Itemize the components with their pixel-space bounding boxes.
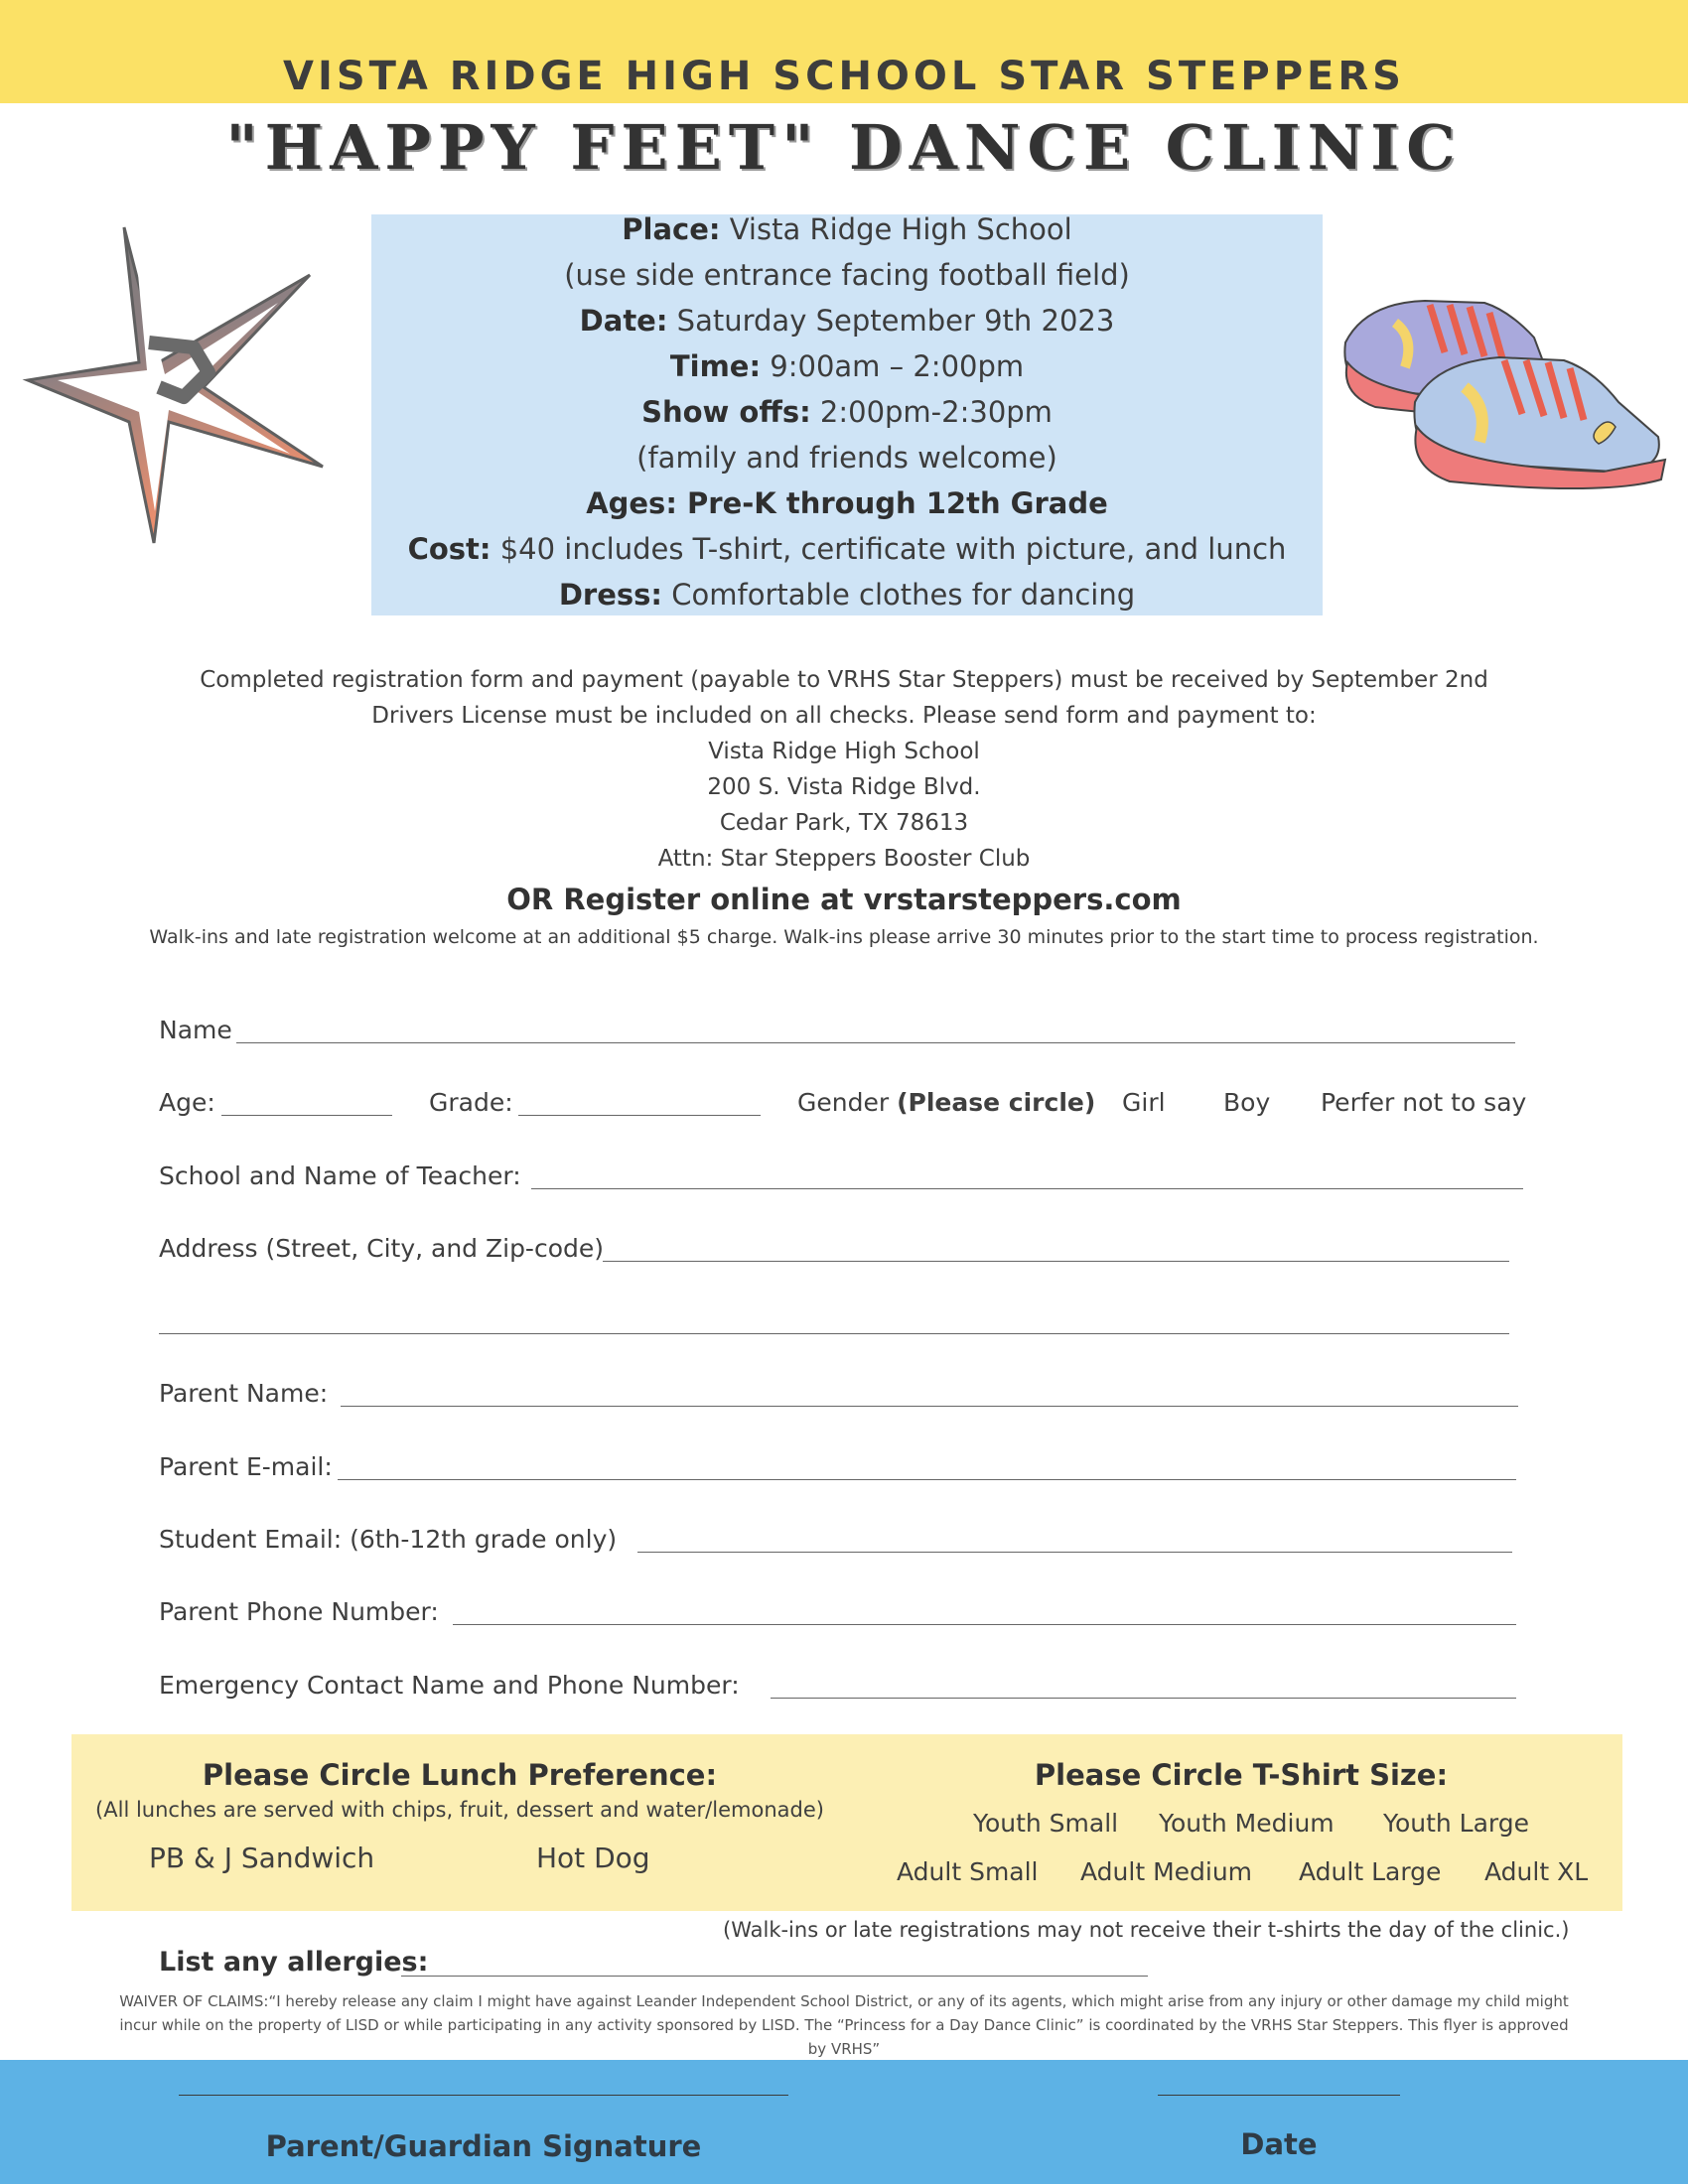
tshirt-youth-large[interactable]: Youth Large — [1383, 1809, 1530, 1838]
emergency-line[interactable] — [771, 1698, 1516, 1699]
star-logo-icon — [20, 223, 338, 551]
tshirt-adult-medium[interactable]: Adult Medium — [1080, 1857, 1253, 1886]
parent-email-line[interactable] — [338, 1479, 1516, 1480]
name-line[interactable] — [236, 1042, 1515, 1043]
age-line[interactable] — [221, 1115, 392, 1116]
instructions-line2: Drivers License must be included on all checks. Please send form and payment to: — [371, 703, 1317, 729]
school-title: VISTA RIDGE HIGH SCHOOL STAR STEPPERS — [283, 54, 1405, 99]
tshirt-adult-large[interactable]: Adult Large — [1299, 1857, 1442, 1886]
lunch-subtitle: (All lunches are served with chips, fruit, dessert and water/lemonade) — [95, 1798, 824, 1822]
school-teacher-line[interactable] — [531, 1188, 1523, 1189]
student-email-label: Student Email: (6th-12th grade only) — [159, 1525, 618, 1554]
parent-signature-label: Parent/Guardian Signature — [265, 2129, 702, 2163]
info-family: (family and friends welcome) — [636, 441, 1057, 475]
address-label: Address (Street, City, and Zip-code) — [159, 1234, 604, 1263]
student-email-line[interactable] — [637, 1552, 1512, 1553]
instructions-line1: Completed registration form and payment (payable to VRHS Star Steppers) must be received by September 2nd — [200, 667, 1488, 693]
lunch-title: Please Circle Lunch Preference: — [202, 1758, 718, 1792]
address-line4: Attn: Star Steppers Booster Club — [657, 846, 1031, 872]
date-line[interactable] — [1158, 2095, 1400, 2096]
tshirt-note: (Walk-ins or late registrations may not receive their t-shirts the day of the clinic.) — [723, 1918, 1570, 1942]
address-line2: 200 S. Vista Ridge Blvd. — [707, 774, 981, 800]
emergency-label: Emergency Contact Name and Phone Number: — [159, 1671, 740, 1700]
parent-email-label: Parent E-mail: — [159, 1452, 333, 1481]
lunch-hot-dog[interactable]: Hot Dog — [536, 1842, 650, 1874]
info-dress: Dress: Comfortable clothes for dancing — [558, 578, 1136, 612]
address-line3: Cedar Park, TX 78613 — [719, 810, 969, 836]
parent-name-line[interactable] — [341, 1406, 1518, 1407]
info-place: Place: Vista Ridge High School — [622, 212, 1072, 246]
school-teacher-label: School and Name of Teacher: — [159, 1161, 521, 1190]
grade-label: Grade: — [429, 1088, 513, 1117]
gender-boy[interactable]: Boy — [1223, 1088, 1271, 1117]
parent-name-label: Parent Name: — [159, 1379, 329, 1408]
address-line1: Vista Ridge High School — [708, 739, 980, 764]
info-ages: Ages: Pre-K through 12th Grade — [586, 486, 1108, 520]
gender-prefer-not[interactable]: Perfer not to say — [1321, 1088, 1527, 1117]
address-line[interactable] — [603, 1261, 1509, 1262]
age-label: Age: — [159, 1088, 215, 1117]
parent-phone-label: Parent Phone Number: — [159, 1597, 439, 1626]
tshirt-youth-medium[interactable]: Youth Medium — [1159, 1809, 1335, 1838]
parent-phone-line[interactable] — [453, 1624, 1516, 1625]
tshirt-adult-small[interactable]: Adult Small — [897, 1857, 1039, 1886]
register-online: OR Register online at vrstarsteppers.com — [506, 883, 1182, 916]
tshirt-youth-small[interactable]: Youth Small — [973, 1809, 1119, 1838]
waiver-text: WAIVER OF CLAIMS:“I hereby release any claim I might have against Leander Independent School District, or any of its agents, which might arise from any injury or other damage my child might incur while on the property of LISD or while participating in any activity sponsored by LISD. The “Princess for a Day Dance Clinic” is coordinated by the VRHS Star Steppers. This flyer is approved by VRHS” — [119, 1992, 1569, 2058]
info-time: Time: 9:00am – 2:00pm — [669, 349, 1025, 383]
tshirt-title: Please Circle T-Shirt Size: — [1034, 1758, 1449, 1792]
clinic-title: "HAPPY FEET" DANCE CLINIC — [225, 111, 1463, 184]
info-date: Date: Saturday September 9th 2023 — [579, 304, 1115, 338]
parent-signature-line[interactable] — [179, 2095, 788, 2096]
info-entrance: (use side entrance facing football field) — [564, 258, 1130, 292]
grade-line[interactable] — [518, 1115, 761, 1116]
date-label: Date — [1240, 2127, 1318, 2161]
info-cost: Cost: $40 includes T-shirt, certificate with picture, and lunch — [407, 532, 1287, 566]
gender-girl[interactable]: Girl — [1122, 1088, 1166, 1117]
name-label: Name — [159, 1016, 232, 1044]
allergies-line[interactable] — [401, 1976, 1148, 1977]
gender-label: Gender (Please circle) — [797, 1088, 1096, 1117]
tshirt-adult-xl[interactable]: Adult XL — [1484, 1857, 1589, 1886]
sneakers-icon — [1336, 283, 1673, 506]
address-line-2[interactable] — [159, 1333, 1509, 1334]
walkins-note: Walk-ins and late registration welcome at an additional $5 charge. Walk-ins please arrive 30 minutes prior to the start time to process registration. — [149, 926, 1539, 948]
info-show-offs: Show offs: 2:00pm-2:30pm — [641, 395, 1053, 429]
allergies-label: List any allergies: — [159, 1947, 429, 1978]
lunch-pbj[interactable]: PB & J Sandwich — [149, 1842, 375, 1874]
